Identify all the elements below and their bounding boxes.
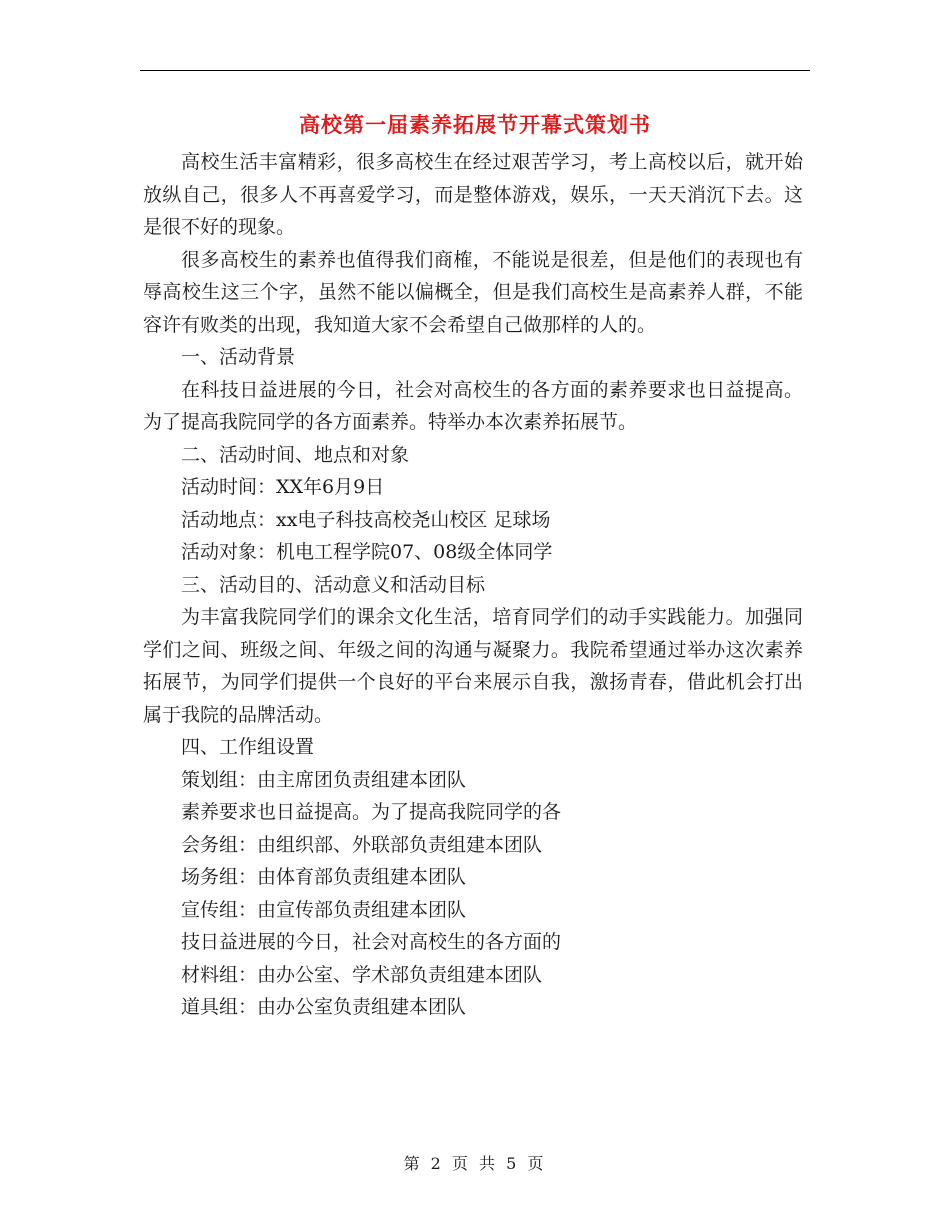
group-item: 素养要求也日益提高。为了提高我院同学的各: [181, 801, 562, 823]
group-item: 技日益进展的今日，社会对高校生的各方面的: [181, 931, 562, 953]
page-number: 第 2 页 共 5 页: [403, 1154, 547, 1173]
group-item: 道具组：由办公室负责组建本团队: [181, 996, 467, 1018]
section-heading-working-groups: 四、工作组设置: [181, 736, 315, 758]
section-heading-background: 一、活动背景: [181, 346, 296, 368]
group-item: 宣传组：由宣传部负责组建本团队: [181, 898, 467, 921]
group-item: 场务组：由体育部负责组建本团队: [181, 866, 467, 888]
section-heading-purpose: 三、活动目的、活动意义和活动目标: [181, 573, 486, 596]
body-paragraph: 高校生活丰富精彩，很多高校生在经过艰苦学习，考上高校以后，就开始放纵自己，很多人不再喜爱学习，而是整体游戏，娱乐，一天天消沉下去。这是很不好的现象。: [143, 151, 803, 238]
section-heading-time-place: 二、活动时间、地点和对象: [181, 443, 410, 466]
header-rule: [140, 70, 810, 71]
document-title: 高校第一届素养拓展节开幕式策划书: [299, 112, 651, 137]
body-paragraph: 很多高校生的素养也值得我们商榷，不能说是很差，但是他们的表现也有辱高校生这三个字，虽然不能以偏概全，但是我们高校生是高素养人群，不能容许有败类的出现，我知道大家不会希望自己做那样的人的。: [143, 248, 803, 336]
activity-location: 活动地点：xx电子科技高校尧山校区 足球场: [181, 508, 551, 531]
activity-audience: 活动对象：机电工程学院07、08级全体同学: [181, 541, 553, 563]
document-body: [143, 146, 803, 1024]
group-item: 策划组：由主席团负责组建本团队: [181, 768, 467, 791]
body-paragraph: 为丰富我院同学们的课余文化生活，培育同学们的动手实践能力。加强同学们之间、班级之间、年级之间的沟通与凝聚力。我院希望通过举办这次素养拓展节，为同学们提供一个良好的平台来展示自我，激扬青春，借此机会打出属于我院的品牌活动。: [143, 606, 803, 726]
group-item: 材料组：由办公室、学术部负责组建本团队: [181, 963, 543, 986]
group-item: 会务组：由组织部、外联部负责组建本团队: [181, 833, 543, 856]
activity-time: 活动时间：XX年6月9日: [181, 476, 385, 498]
body-paragraph: 在科技日益进展的今日，社会对高校生的各方面的素养要求也日益提高。为了提高我院同学的各方面素养。特举办本次素养拓展节。: [143, 378, 803, 433]
